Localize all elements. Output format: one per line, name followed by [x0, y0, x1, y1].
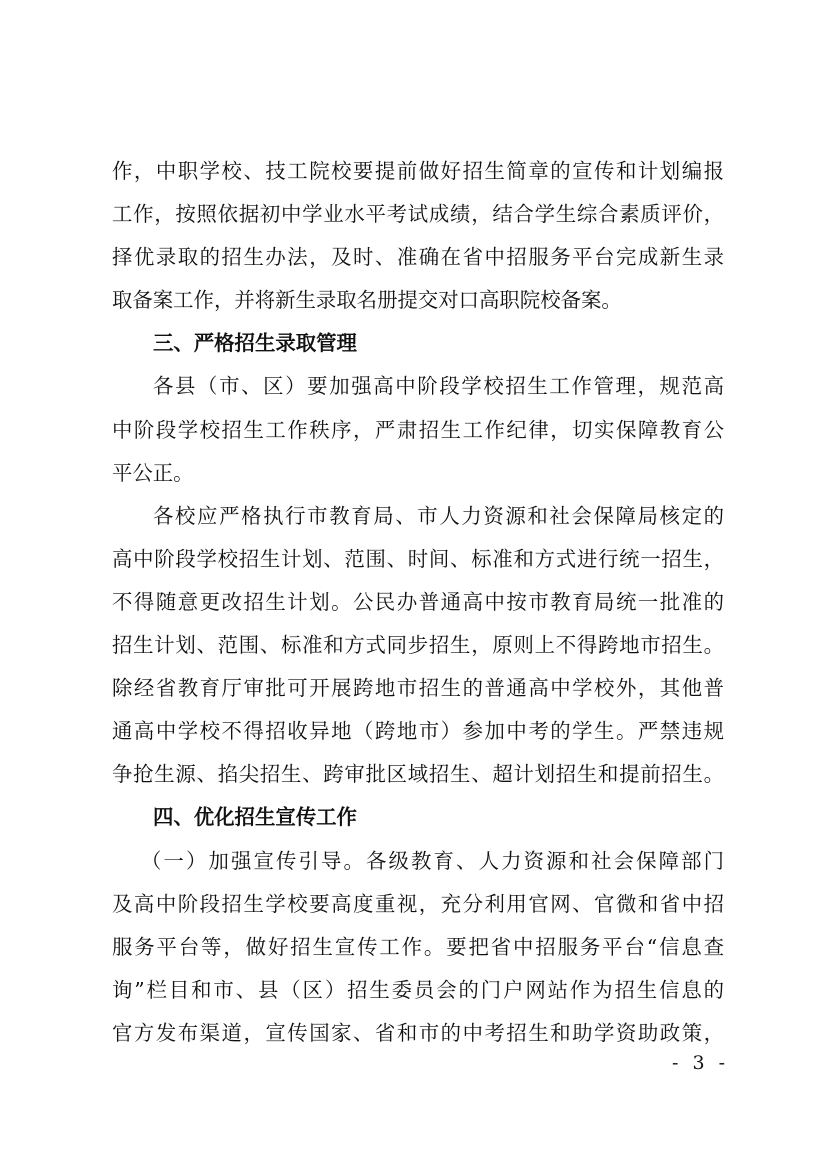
paragraph-line: 及高中阶段招生学校要高度重视，充分利用官网、官微和省中招: [112, 891, 724, 916]
page-number: - 3 -: [672, 1052, 730, 1074]
paragraph-line: 平公正。: [112, 460, 194, 485]
paragraph-line: 取备案工作，并将新生录取名册提交对口高职院校备案。: [112, 288, 622, 313]
paragraph-line: 通高中学校不得招收异地（跨地市）参加中考的学生。严禁违规: [112, 719, 724, 744]
paragraph-line: （一）加强宣传引导。各级教育、人力资源和社会保障部门: [141, 848, 724, 873]
paragraph-line: 服务平台等，做好招生宣传工作。要把省中招服务平台“信息查: [112, 934, 724, 959]
section-heading-4: 四、优化招生宣传工作: [153, 805, 357, 830]
paragraph-line: 作，中职学校、技工院校要提前做好招生简章的宣传和计划编报: [112, 159, 724, 183]
paragraph-line: 不得随意更改招生计划。公民办普通高中按市教育局统一批准的: [112, 589, 724, 614]
paragraph-line: 中阶段学校招生工作秩序，严肃招生工作纪律，切实保障教育公: [112, 417, 724, 442]
paragraph-line: 争抢生源、掐尖招生、跨审批区域招生、超计划招生和提前招生。: [112, 762, 724, 787]
paragraph-line: 询”栏目和市、县（区）招生委员会的门户网站作为招生信息的: [112, 977, 724, 1002]
paragraph-line: 各校应严格执行市教育局、市人力资源和社会保障局核定的: [153, 503, 724, 528]
paragraph-line: 招生计划、范围、标准和方式同步招生，原则上不得跨地市招生。: [112, 633, 724, 658]
paragraph-line: 工作，按照依据初中学业水平考试成绩，结合学生综合素质评价，: [112, 202, 724, 227]
paragraph-line: 高中阶段学校招生计划、范围、时间、标准和方式进行统一招生，: [112, 546, 724, 571]
paragraph-line: 各县（市、区）要加强高中阶段学校招生工作管理，规范高: [153, 374, 724, 399]
paragraph-line: 官方发布渠道，宣传国家、省和市的中考招生和助学资助政策，: [112, 1020, 724, 1045]
paragraph-line: 择优录取的招生办法，及时、准确在省中招服务平台完成新生录: [112, 245, 724, 270]
section-heading-3: 三、严格招生录取管理: [153, 331, 357, 356]
paragraph-line: 除经省教育厅审批可开展跨地市招生的普通高中学校外，其他普: [112, 676, 724, 701]
document-body: [112, 150, 724, 1055]
